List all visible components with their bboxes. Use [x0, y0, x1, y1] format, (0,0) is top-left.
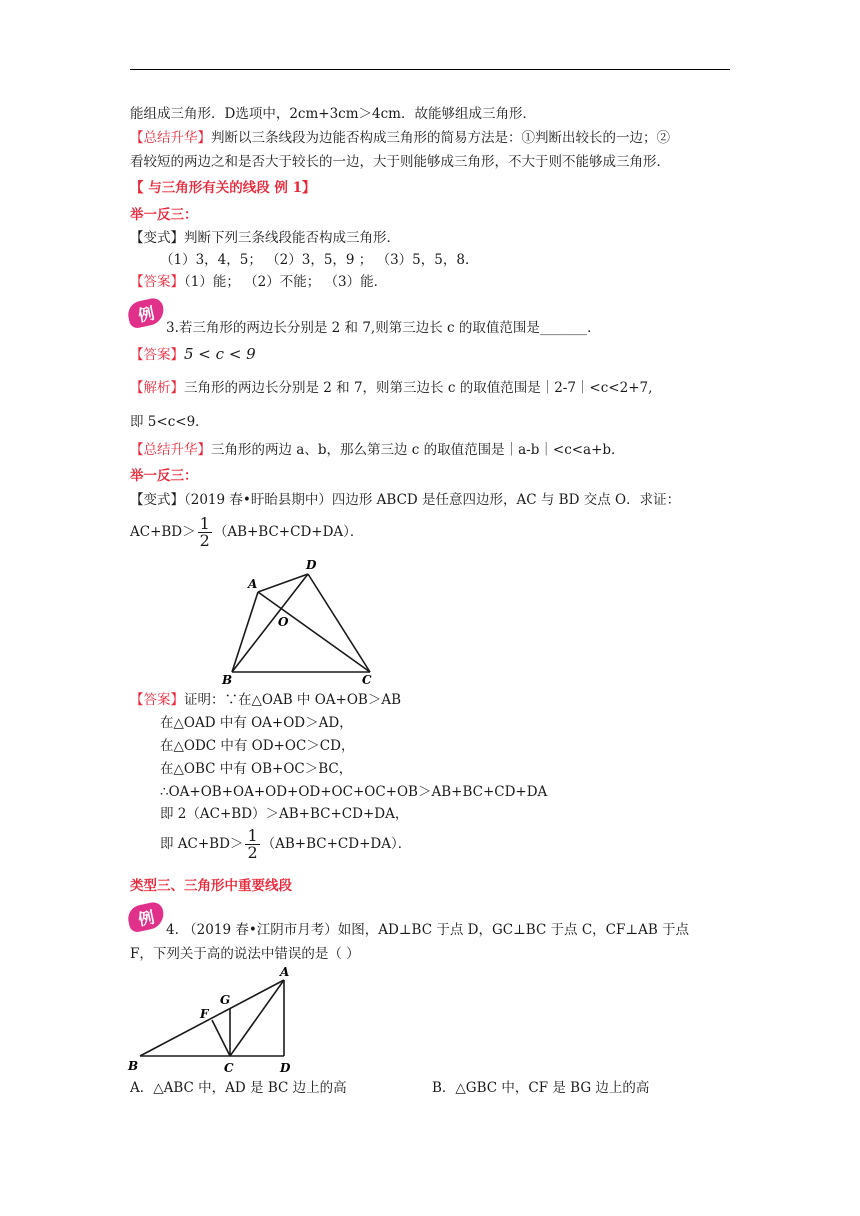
- fraction-numerator: 1: [199, 514, 210, 533]
- edge-ab: [232, 592, 258, 672]
- header-rule: [130, 69, 730, 70]
- practice-heading-1: 举一反三：: [130, 207, 198, 223]
- label-b: B: [128, 1059, 139, 1073]
- diagonal-ac: [258, 592, 370, 672]
- conclusion-suffix: （AB+BC+CD+DA）．: [261, 836, 412, 852]
- proof-line-1: [130, 690, 401, 710]
- variant-tag: 【变式】: [130, 230, 184, 246]
- example3-answer: [130, 344, 256, 365]
- label-a: A: [280, 965, 290, 979]
- answer-tag: 【答案】: [130, 347, 184, 363]
- variant-line-2: [130, 490, 680, 510]
- label-o: O: [278, 615, 289, 629]
- label-g: G: [220, 993, 231, 1007]
- example4-question-2: F，下列关于高的说法中错误的是（ ）: [130, 946, 360, 962]
- answer-tag: 【答案】: [130, 692, 184, 708]
- example-badge: 例: [126, 297, 167, 330]
- variant-tag: 【变式】: [130, 492, 184, 508]
- example3-summary: [130, 440, 625, 460]
- variant-items: （1）3，4，5； （2）3，5，9 ； （3）5，5，8．: [160, 252, 479, 268]
- proof-line-4: 在△OBC 中有 OB+OC＞BC，: [160, 761, 353, 777]
- analysis-text: 三角形的两边长分别是 2 和 7，则第三边长 c 的取值范围是｜2-7｜<c<2+7,: [184, 380, 653, 396]
- altitude-figure: [124, 964, 300, 1076]
- answer-line-1: [130, 272, 387, 292]
- option-b: B．△GBC 中，CF 是 BG 边上的高: [432, 1080, 650, 1096]
- summary-text: 三角形的两边 a、b，那么第三边 c 的取值范围是｜a-b｜<c<a+b．: [211, 442, 625, 458]
- variant-line-1: [130, 228, 400, 248]
- conclusion-prefix: 即 AC+BD＞: [160, 836, 244, 852]
- proof-conclusion: [160, 826, 411, 862]
- segment-cf: [212, 1020, 230, 1056]
- fraction-denominator: 2: [199, 531, 210, 550]
- proof-line-5: ∴OA+OB+OA+OD+OD+OC+OC+OB＞AB+BC+CD+DA: [160, 784, 548, 800]
- inequality-suffix: （AB+BC+CD+DA）．: [213, 524, 364, 540]
- quadrilateral-figure: [220, 556, 380, 686]
- example3-question: 3.若三角形的两边长分别是 2 和 7,则第三边长 c 的取值范围是_______．: [166, 320, 601, 336]
- summary-tag: 【总结升华】: [130, 130, 211, 146]
- answer-text: （1）能； （2）不能； （3）能．: [184, 274, 388, 290]
- proof-line-2: 在△OAD 中有 OA+OD＞AD，: [160, 715, 353, 731]
- variant-text: （2019 春•盱眙县期中）四边形 ABCD 是任意四边形，AC 与 BD 交点 O．求证：: [184, 492, 681, 508]
- option-a: A．△ABC 中，AD 是 BC 边上的高: [130, 1080, 347, 1096]
- fraction-half: [198, 516, 212, 549]
- example-badge: 例: [126, 901, 167, 934]
- answer-math: 5 < c < 9: [184, 345, 256, 363]
- example3-analysis: [130, 378, 652, 398]
- proof-text-1: 证明：∵在△OAB 中 OA+OB＞AB: [184, 692, 401, 708]
- continuation-text: 能组成三角形．D选项中，2cm+3cm＞4cm．故能够组成三角形．: [130, 106, 536, 122]
- fraction-numerator: 1: [247, 826, 258, 845]
- edge-ba: [140, 980, 284, 1056]
- segment-ca: [230, 980, 284, 1056]
- label-f: F: [200, 1007, 209, 1021]
- inequality-prefix: AC+BD＞: [130, 524, 196, 540]
- proof-line-6: 即 2（AC+BD）＞AB+BC+CD+DA，: [160, 806, 409, 822]
- label-d: D: [280, 1061, 291, 1075]
- proof-line-3: 在△ODC 中有 OD+OC＞CD，: [160, 738, 355, 754]
- practice-heading-2: 举一反三：: [130, 468, 198, 484]
- variant-text: 判断下列三条线段能否构成三角形．: [184, 230, 400, 246]
- summary-line: [130, 128, 670, 148]
- section-link[interactable]: 【 与三角形有关的线段 例 1】: [130, 180, 316, 196]
- edge-dc: [308, 574, 370, 672]
- label-a: A: [248, 577, 258, 591]
- example4-question-1: 4. （2019 春•江阴市月考）如图，AD⊥BC 于点 D，GC⊥BC 于点 C，CF⊥AB 于点: [166, 922, 690, 938]
- type3-heading: 类型三、三角形中重要线段: [130, 878, 292, 894]
- diagonal-bd: [232, 574, 308, 672]
- fraction-denominator: 2: [247, 843, 258, 862]
- label-b: B: [222, 673, 233, 686]
- fraction-half: [245, 828, 259, 861]
- summary-tag: 【总结升华】: [130, 442, 211, 458]
- summary-text: 判断以三条线段为边能否构成三角形的简易方法是：①判断出较长的一边；②: [211, 130, 670, 146]
- inequality-line: [130, 514, 363, 550]
- summary-continuation: 看较短的两边之和是否大于较长的一边，大于则能够成三角形，不大于则不能够成三角形．: [130, 154, 670, 170]
- label-c: C: [224, 1061, 234, 1075]
- label-c: C: [362, 673, 372, 686]
- analysis-tag: 【解析】: [130, 380, 184, 396]
- answer-tag: 【答案】: [130, 274, 184, 290]
- example3-analysis-cont: 即 5<c<9．: [130, 414, 209, 430]
- label-d: D: [306, 558, 317, 572]
